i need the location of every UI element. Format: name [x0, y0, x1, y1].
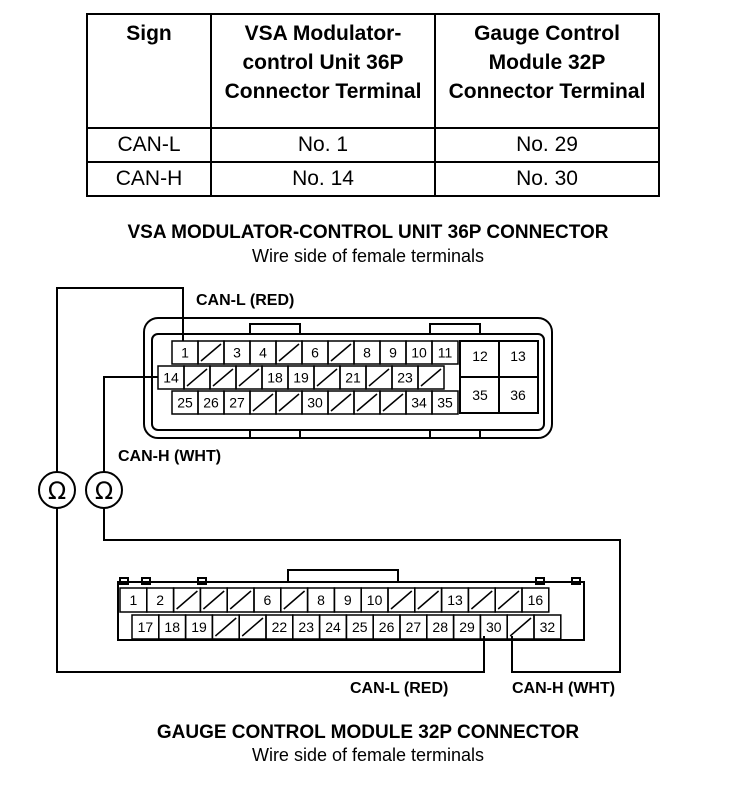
- terminal-number: 12: [472, 348, 488, 364]
- col-sign: Sign: [87, 14, 211, 128]
- row-can-l-vsa: No. 1: [211, 128, 435, 162]
- terminal-number: 17: [137, 619, 154, 635]
- terminal-number: 35: [472, 387, 488, 403]
- terminal-number: 13: [447, 592, 463, 608]
- terminal-number: 34: [411, 394, 427, 411]
- terminal-number: 6: [263, 592, 272, 608]
- terminal-number: 16: [527, 592, 544, 608]
- gauge-connector-subtitle: Wire side of female terminals: [251, 745, 485, 765]
- terminal-number: 18: [164, 619, 180, 635]
- unused-terminal-slash: [253, 394, 273, 411]
- unused-terminal-slash: [391, 591, 412, 609]
- unused-terminal-slash: [230, 591, 251, 609]
- unused-terminal-slash: [201, 344, 221, 361]
- unused-terminal-slash: [239, 369, 259, 386]
- unused-terminal-slash: [284, 591, 305, 609]
- unused-terminal-slash: [279, 394, 299, 411]
- vsa-latch-right: [430, 324, 480, 334]
- unused-terminal-slash: [510, 618, 531, 636]
- terminal-number: 36: [510, 387, 526, 403]
- unused-terminal-slash: [242, 618, 263, 636]
- terminal-number: 4: [259, 344, 267, 361]
- unused-terminal-slash: [471, 591, 492, 609]
- terminal-number: 2: [156, 592, 165, 608]
- unused-terminal-slash: [317, 369, 337, 386]
- terminal-number: 10: [366, 592, 383, 608]
- terminal-number: 14: [163, 369, 179, 386]
- vsa-can-l-label: CAN-L (RED): [196, 292, 295, 309]
- unused-terminal-slash: [498, 591, 519, 609]
- terminal-number: 13: [510, 348, 526, 364]
- row-can-h-gauge: No. 30: [435, 162, 659, 196]
- terminal-number: 21: [345, 369, 361, 386]
- terminal-number: 10: [411, 344, 427, 361]
- terminal-number: 9: [343, 592, 352, 608]
- terminal-number: 11: [437, 344, 453, 361]
- gauge-can-h-label: CAN-H (WHT): [512, 680, 616, 697]
- unused-terminal-slash: [383, 394, 403, 411]
- terminal-number: 19: [191, 619, 207, 635]
- unused-terminal-slash: [279, 344, 299, 361]
- terminal-number: 1: [129, 592, 138, 608]
- unused-terminal-slash: [331, 394, 351, 411]
- terminal-number: 18: [267, 369, 283, 386]
- ohm-symbol: Ω: [47, 477, 67, 505]
- gauge-connector-title: GAUGE CONTROL MODULE 32P CONNECTOR: [156, 722, 580, 743]
- terminal-number: 26: [203, 394, 219, 411]
- unused-terminal-slash: [369, 369, 389, 386]
- unused-terminal-slash: [187, 369, 207, 386]
- vsa-latch-left: [250, 324, 300, 334]
- ohm-symbol: Ω: [94, 477, 114, 505]
- terminal-number: 29: [459, 619, 475, 635]
- gauge-can-l-label: CAN-L (RED): [350, 680, 449, 697]
- unused-terminal-slash: [421, 369, 441, 386]
- terminal-number: 1: [181, 344, 189, 361]
- terminal-number: 23: [298, 619, 314, 635]
- terminal-number: 28: [432, 619, 448, 635]
- terminal-number: 30: [307, 394, 323, 411]
- terminal-number: 27: [405, 619, 422, 635]
- unused-terminal-slash: [357, 394, 377, 411]
- vsa-connector-subtitle: Wire side of female terminals: [251, 246, 485, 266]
- col-gauge: Gauge Control Module 32P Connector Terminal: [435, 14, 659, 128]
- row-can-h-sign: CAN-H: [87, 162, 211, 196]
- terminal-number: 8: [317, 592, 325, 608]
- terminal-number: 32: [539, 619, 556, 635]
- col-vsa: VSA Modulator-control Unit 36P Connector Terminal: [211, 14, 435, 128]
- vsa-can-h-label: CAN-H (WHT): [118, 448, 222, 465]
- gauge-terminal-grid: [120, 588, 561, 639]
- unused-terminal-slash: [203, 591, 224, 609]
- terminal-number: 35: [437, 394, 453, 411]
- terminal-number: 24: [325, 619, 341, 635]
- gauge-latch: [288, 570, 398, 582]
- terminal-number: 8: [363, 344, 371, 361]
- terminal-number: 19: [293, 369, 309, 386]
- vsa-key-right: [430, 430, 480, 438]
- terminal-number: 25: [177, 394, 193, 411]
- terminal-number: 30: [486, 619, 502, 635]
- row-can-l-gauge: No. 29: [435, 128, 659, 162]
- vsa-key-left: [250, 430, 300, 438]
- terminal-number: 22: [271, 619, 288, 635]
- terminal-number: 25: [352, 619, 368, 635]
- terminal-number: 26: [378, 619, 395, 635]
- unused-terminal-slash: [418, 591, 439, 609]
- terminal-number: 23: [397, 369, 413, 386]
- terminal-number: 27: [229, 394, 245, 411]
- terminal-number: 3: [233, 344, 241, 361]
- unused-terminal-slash: [331, 344, 351, 361]
- terminal-number: 6: [311, 344, 319, 361]
- unused-terminal-slash: [177, 591, 198, 609]
- vsa-connector-title: VSA MODULATOR-CONTROL UNIT 36P CONNECTOR: [127, 222, 609, 243]
- gauge-housing: [118, 582, 584, 640]
- terminal-number: 9: [389, 344, 397, 361]
- unused-terminal-slash: [215, 618, 236, 636]
- row-can-l-sign: CAN-L: [87, 128, 211, 162]
- unused-terminal-slash: [213, 369, 233, 386]
- row-can-h-vsa: No. 14: [211, 162, 435, 196]
